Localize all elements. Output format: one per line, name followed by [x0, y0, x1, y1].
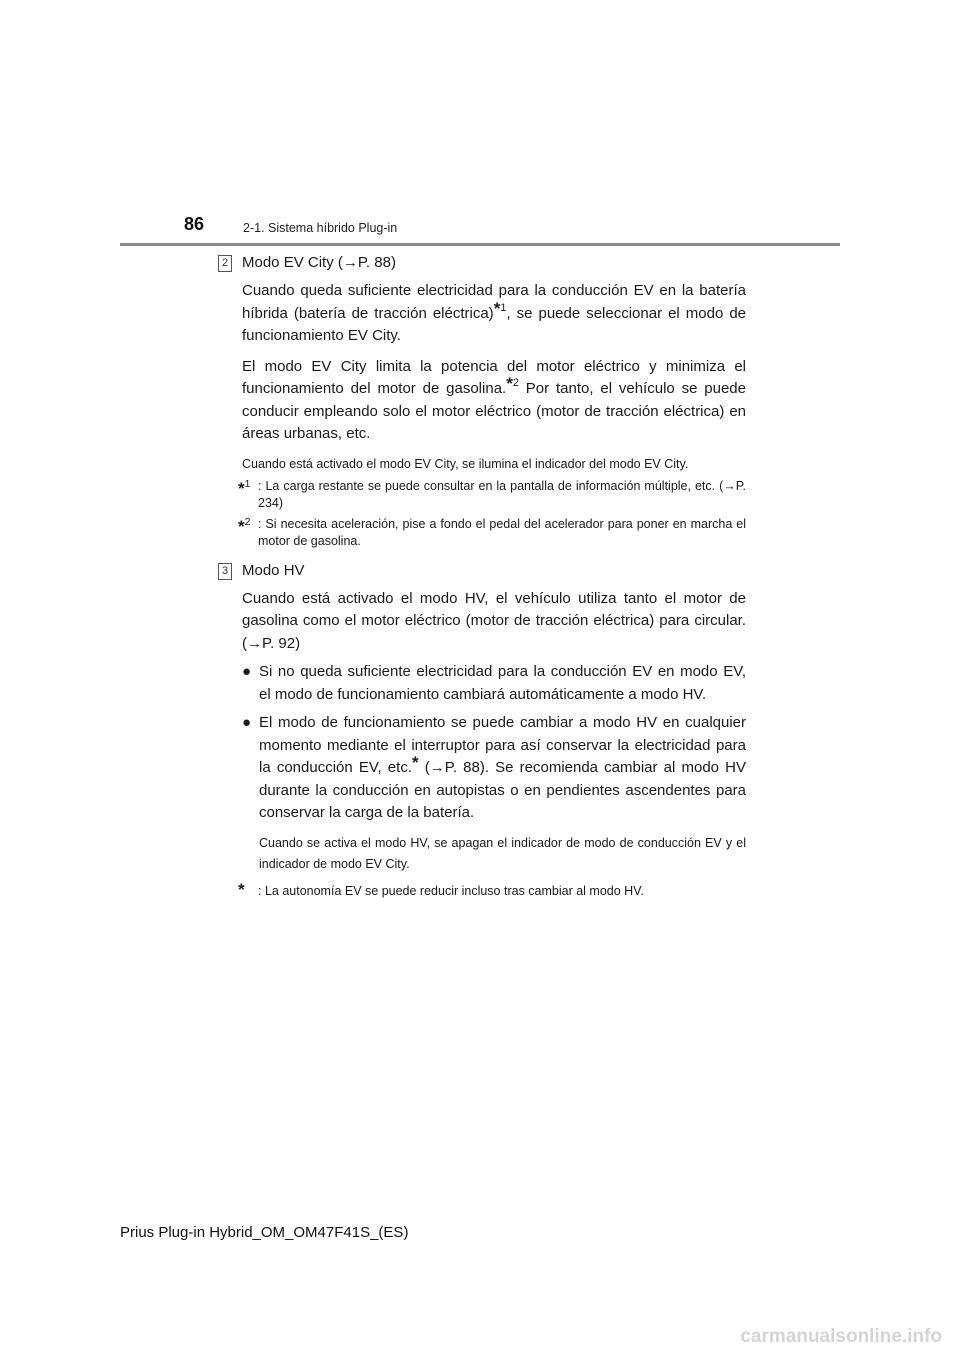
star-glyph: * [238, 478, 245, 498]
footnote-ref-1: 1 [500, 301, 507, 314]
section-title: 2-1. Sistema híbrido Plug-in [243, 221, 398, 235]
footnote-ref-2: 2 [512, 377, 519, 389]
star-glyph: * [238, 879, 245, 899]
bullet-text: El modo de funcionamiento se puede cambiar a modo HV en cualquier momento mediante el interruptor para así conservar la electricidad para la conducción EV, etc. [259, 714, 746, 776]
item-title: Modo HV [242, 561, 305, 579]
footnote-number: 1 [244, 478, 251, 490]
bullet-icon: ● [242, 714, 252, 731]
item-3-paragraph: Cuando está activado el modo HV, el vehículo utiliza tanto el motor de gasolina como el motor eléctrico (motor de tracción eléctrica) para circular. (→P. 92) [242, 589, 746, 652]
item-2-heading [218, 252, 746, 280]
footnote-text: : La carga restante se puede consultar en la pantalla de información múltiple, etc. (→P. 234) [258, 478, 746, 510]
header-rule [120, 243, 840, 246]
footnote-1 [238, 478, 746, 512]
footnote-mark [238, 881, 245, 898]
page-content [218, 252, 746, 904]
bullet-icon: ● [242, 663, 252, 680]
item-3-heading [218, 560, 746, 588]
footnote-number: 2 [244, 516, 251, 528]
bullet-item-2 [242, 712, 746, 825]
footnote-star: * [493, 298, 501, 318]
item-2-paragraph-1 [242, 280, 746, 348]
bullet-text: (→P. 88). Se recomienda cambiar al modo HV durante la conducción en autopistas o en pendientes ascendentes para conservar la carga de la batería. [259, 759, 747, 821]
item-2-paragraph-2 [242, 356, 746, 446]
text-run: Por tanto, el vehículo se puede conducir empleando solo el motor eléctrico (motor de tracción eléctrica) en áreas urbanas, etc. [242, 380, 746, 442]
watermark: carmanualsonline.info [740, 1326, 942, 1347]
footnote-text: : Si necesita aceleración, pise a fondo el pedal del acelerador para poner en marcha el motor de gasolina. [258, 516, 746, 548]
text-run: Cuando queda suficiente electricidad para la conducción EV en la batería híbrida (batería de tracción eléctrica) [242, 282, 746, 322]
item-number-badge: 3 [218, 563, 232, 580]
item-3-note: Cuando se activa el modo HV, se apagan el indicador de modo de conducción EV y el indicador de modo EV City. [259, 835, 746, 871]
star-glyph: * [238, 516, 245, 536]
footnote-star: * [506, 374, 513, 393]
item-number-badge: 2 [218, 255, 232, 272]
footnote-star: * [412, 753, 419, 772]
bullet-text: Si no queda suficiente electricidad para la conducción EV en modo EV, el modo de funcionamiento cambiará automáticamente a modo HV. [259, 663, 746, 703]
bullet-item-1 [242, 661, 746, 706]
footnote-mark [238, 476, 250, 497]
footnote-mark [238, 514, 250, 535]
footnote-3 [238, 879, 746, 900]
text-run: El modo EV City limita la potencia del motor eléctrico y minimiza el funcionamiento del motor de gasolina. [242, 357, 746, 397]
text-run: , se puede seleccionar el modo de funcionamiento EV City. [242, 304, 746, 344]
footnote-text: : La autonomía EV se puede reducir incluso tras cambiar al modo HV. [258, 883, 644, 898]
item-title: Modo EV City (→P. 88) [242, 254, 396, 271]
footnote-2 [238, 516, 746, 550]
item-2-note: Cuando está activado el modo EV City, se ilumina el indicador del modo EV City. [242, 456, 689, 471]
footer-doc-id: Prius Plug-in Hybrid_OM_OM47F41S_(ES) [120, 1224, 409, 1241]
page-number: 86 [184, 214, 205, 234]
